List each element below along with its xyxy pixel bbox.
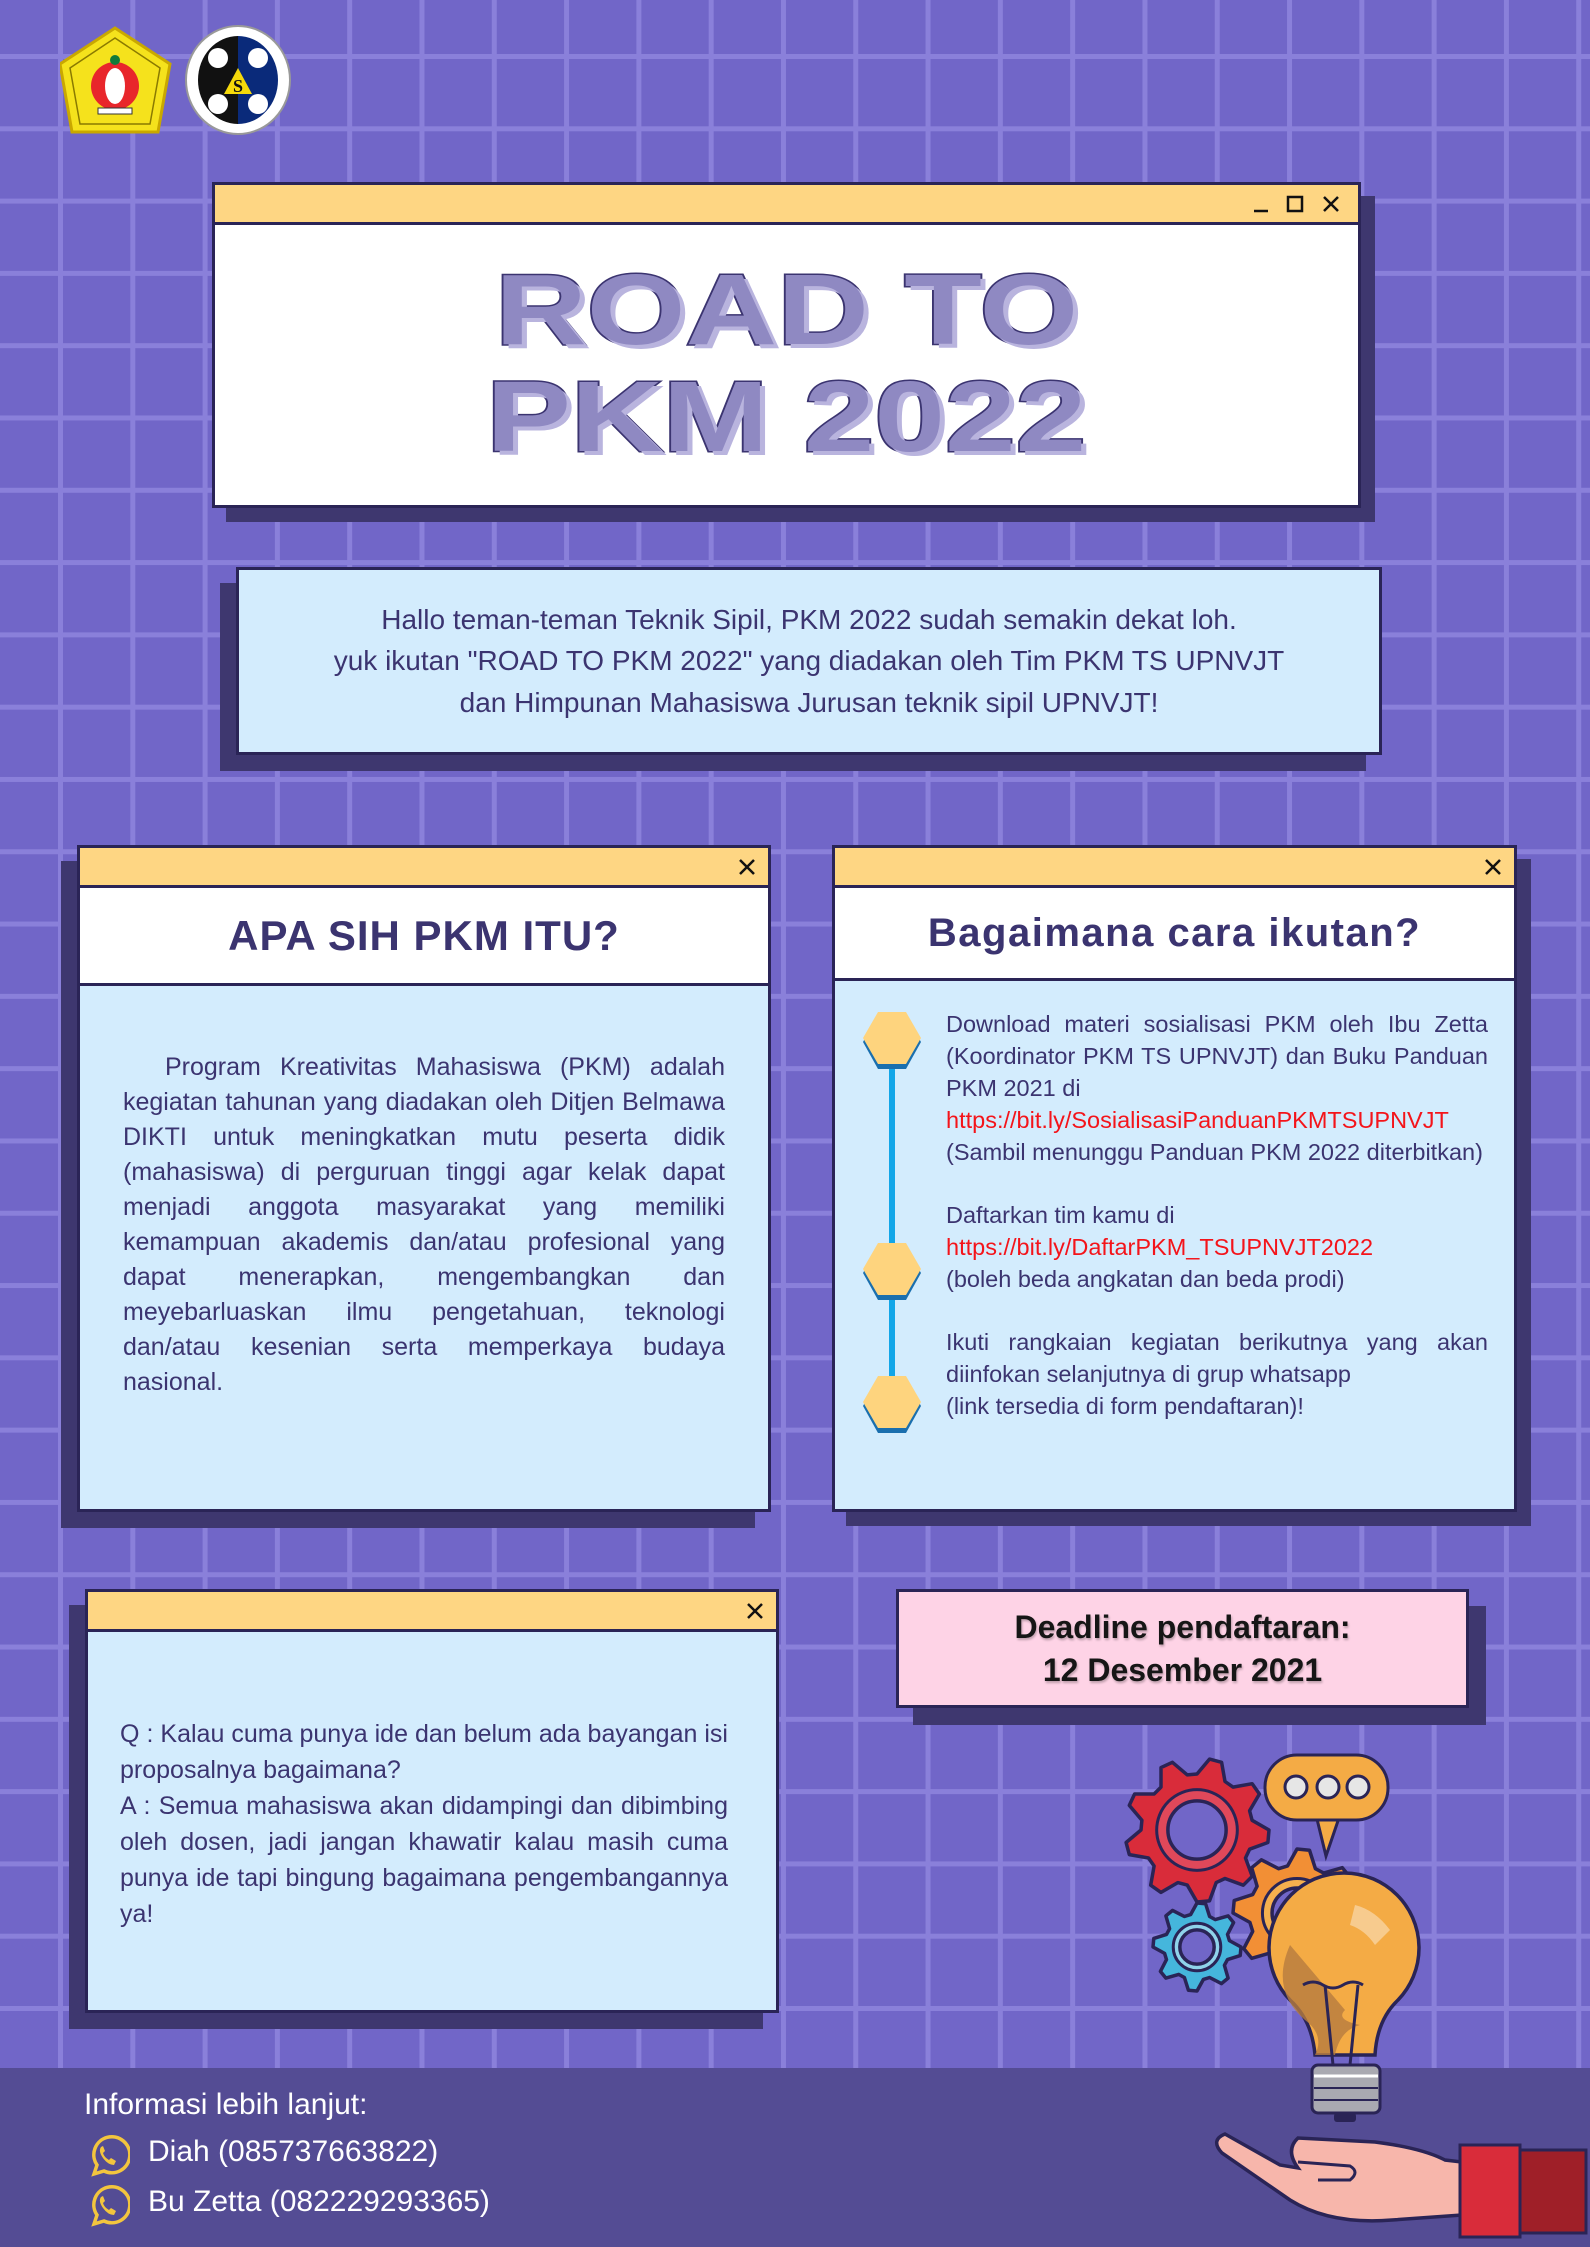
title-bar (835, 848, 1514, 888)
intro-line: Hallo teman-teman Teknik Sipil, PKM 2022 sudah semakin dekat loh. (381, 603, 1237, 635)
step-note: (Sambil menunggu Panduan PKM 2022 diterbitkan) (946, 1139, 1483, 1165)
step-link[interactable]: https://bit.ly/SosialisasiPanduanPKMTSUPNVJT (946, 1107, 1449, 1133)
logo-letter: S (232, 76, 244, 96)
idea-illustration (1100, 1720, 1590, 2247)
step-text: Ikuti rangkaian kegiatan berikutnya yang akan diinfokan selanjutnya di grup whatsapp (946, 1329, 1488, 1387)
about-heading: APA SIH PKM ITU? (80, 888, 768, 986)
howto-heading: Bagaimana cara ikutan? (835, 888, 1514, 981)
title-bar (80, 848, 768, 888)
title-window (212, 182, 1361, 508)
step-note: (link tersedia di form pendaftaran)! (946, 1393, 1304, 1419)
step-text: Download materi sosialisasi PKM oleh Ibu Zetta (Koordinator PKM TS UPNVJT) dan Buku Panduan PKM 2021 di (946, 1011, 1488, 1101)
minimize-icon[interactable] (1250, 193, 1272, 215)
contact-zetta: Bu Zetta (082229293365) (148, 2185, 490, 2218)
hexagon-marker-icon (863, 1376, 921, 1433)
intro-line: yuk ikutan "ROAD TO PKM 2022" yang diadakan oleh Tim PKM TS UPNVJT (333, 645, 1285, 677)
footer-title: Informasi lebih lanjut: (84, 2088, 368, 2121)
close-icon[interactable] (1320, 193, 1342, 215)
red-gear-icon (1126, 1759, 1269, 1902)
howto-window (832, 845, 1517, 1512)
deadline-label: Deadline pendaftaran: (1014, 1608, 1351, 1645)
hand-icon (1217, 2134, 1586, 2237)
title-bar (215, 185, 1358, 225)
steps-list (946, 1008, 1488, 1453)
hexagon-marker-icon (863, 1243, 921, 1300)
speech-bubble-icon (1265, 1755, 1388, 1856)
intro-line: dan Himpunan Mahasiswa Jurusan teknik sipil UPNVJT! (459, 686, 1159, 718)
step-link[interactable]: https://bit.ly/DaftarPKM_TSUPNVJT2022 (946, 1234, 1374, 1260)
title-bar (88, 1592, 776, 1632)
timeline (835, 848, 935, 1515)
close-icon[interactable] (1482, 856, 1504, 878)
title-line-2: PKM 2022 (486, 361, 1087, 473)
close-icon[interactable] (744, 1600, 766, 1622)
faq-question: Q : Kalau cuma punya ide dan belum ada bayangan isi proposalnya bagaimana? (120, 1720, 728, 1784)
step-text: Daftarkan tim kamu di (946, 1202, 1175, 1228)
title-text (215, 225, 1358, 471)
whatsapp-icon (86, 2134, 130, 2180)
deadline-box (896, 1589, 1469, 1708)
about-window (77, 845, 771, 1512)
step-1 (946, 1008, 1488, 1168)
maximize-icon[interactable] (1284, 193, 1306, 215)
hexagon-marker-icon (863, 1012, 921, 1069)
title-line-1: ROAD TO (494, 254, 1079, 366)
lightbulb-icon (1269, 1873, 1419, 2122)
logos (60, 24, 300, 142)
faq-body (88, 1632, 776, 1932)
close-icon[interactable] (736, 856, 758, 878)
faq-answer: A : Semua mahasiswa akan didampingi dan dibimbing oleh dosen, jadi jangan khawatir kalau masih cuma punya ide tapi bingung bagaimana pengembangannya ya! (120, 1792, 728, 1928)
whatsapp-icon (86, 2184, 130, 2230)
deadline-date: 12 Desember 2021 (1042, 1651, 1323, 1688)
about-body: Program Kreativitas Mahasiswa (PKM) adalah kegiatan tahunan yang diadakan oleh Ditjen Belmawa DIKTI untuk meningkatkan mutu peserta didik (mahasiswa) di perguruan tinggi agar kelak dapat menjadi anggota masyarakat yang memiliki kemampuan akademis dan/atau profesional yang dapat menerapkan, mengembangkan dan meyebarluaskan ilmu pengetahuan, teknologi dan/atau kesenian serta memperkaya budaya nasional. (123, 1053, 725, 1396)
civil-engineering-logo (186, 26, 290, 134)
step-3 (946, 1326, 1488, 1422)
faq-window (85, 1589, 779, 2013)
intro-box (236, 567, 1382, 755)
blue-gear-icon (1153, 1903, 1241, 1991)
step-2 (946, 1199, 1488, 1295)
step-note: (boleh beda angkatan dan beda prodi) (946, 1266, 1345, 1292)
contact-diah: Diah (085737663822) (148, 2135, 439, 2168)
university-logo (60, 28, 170, 132)
